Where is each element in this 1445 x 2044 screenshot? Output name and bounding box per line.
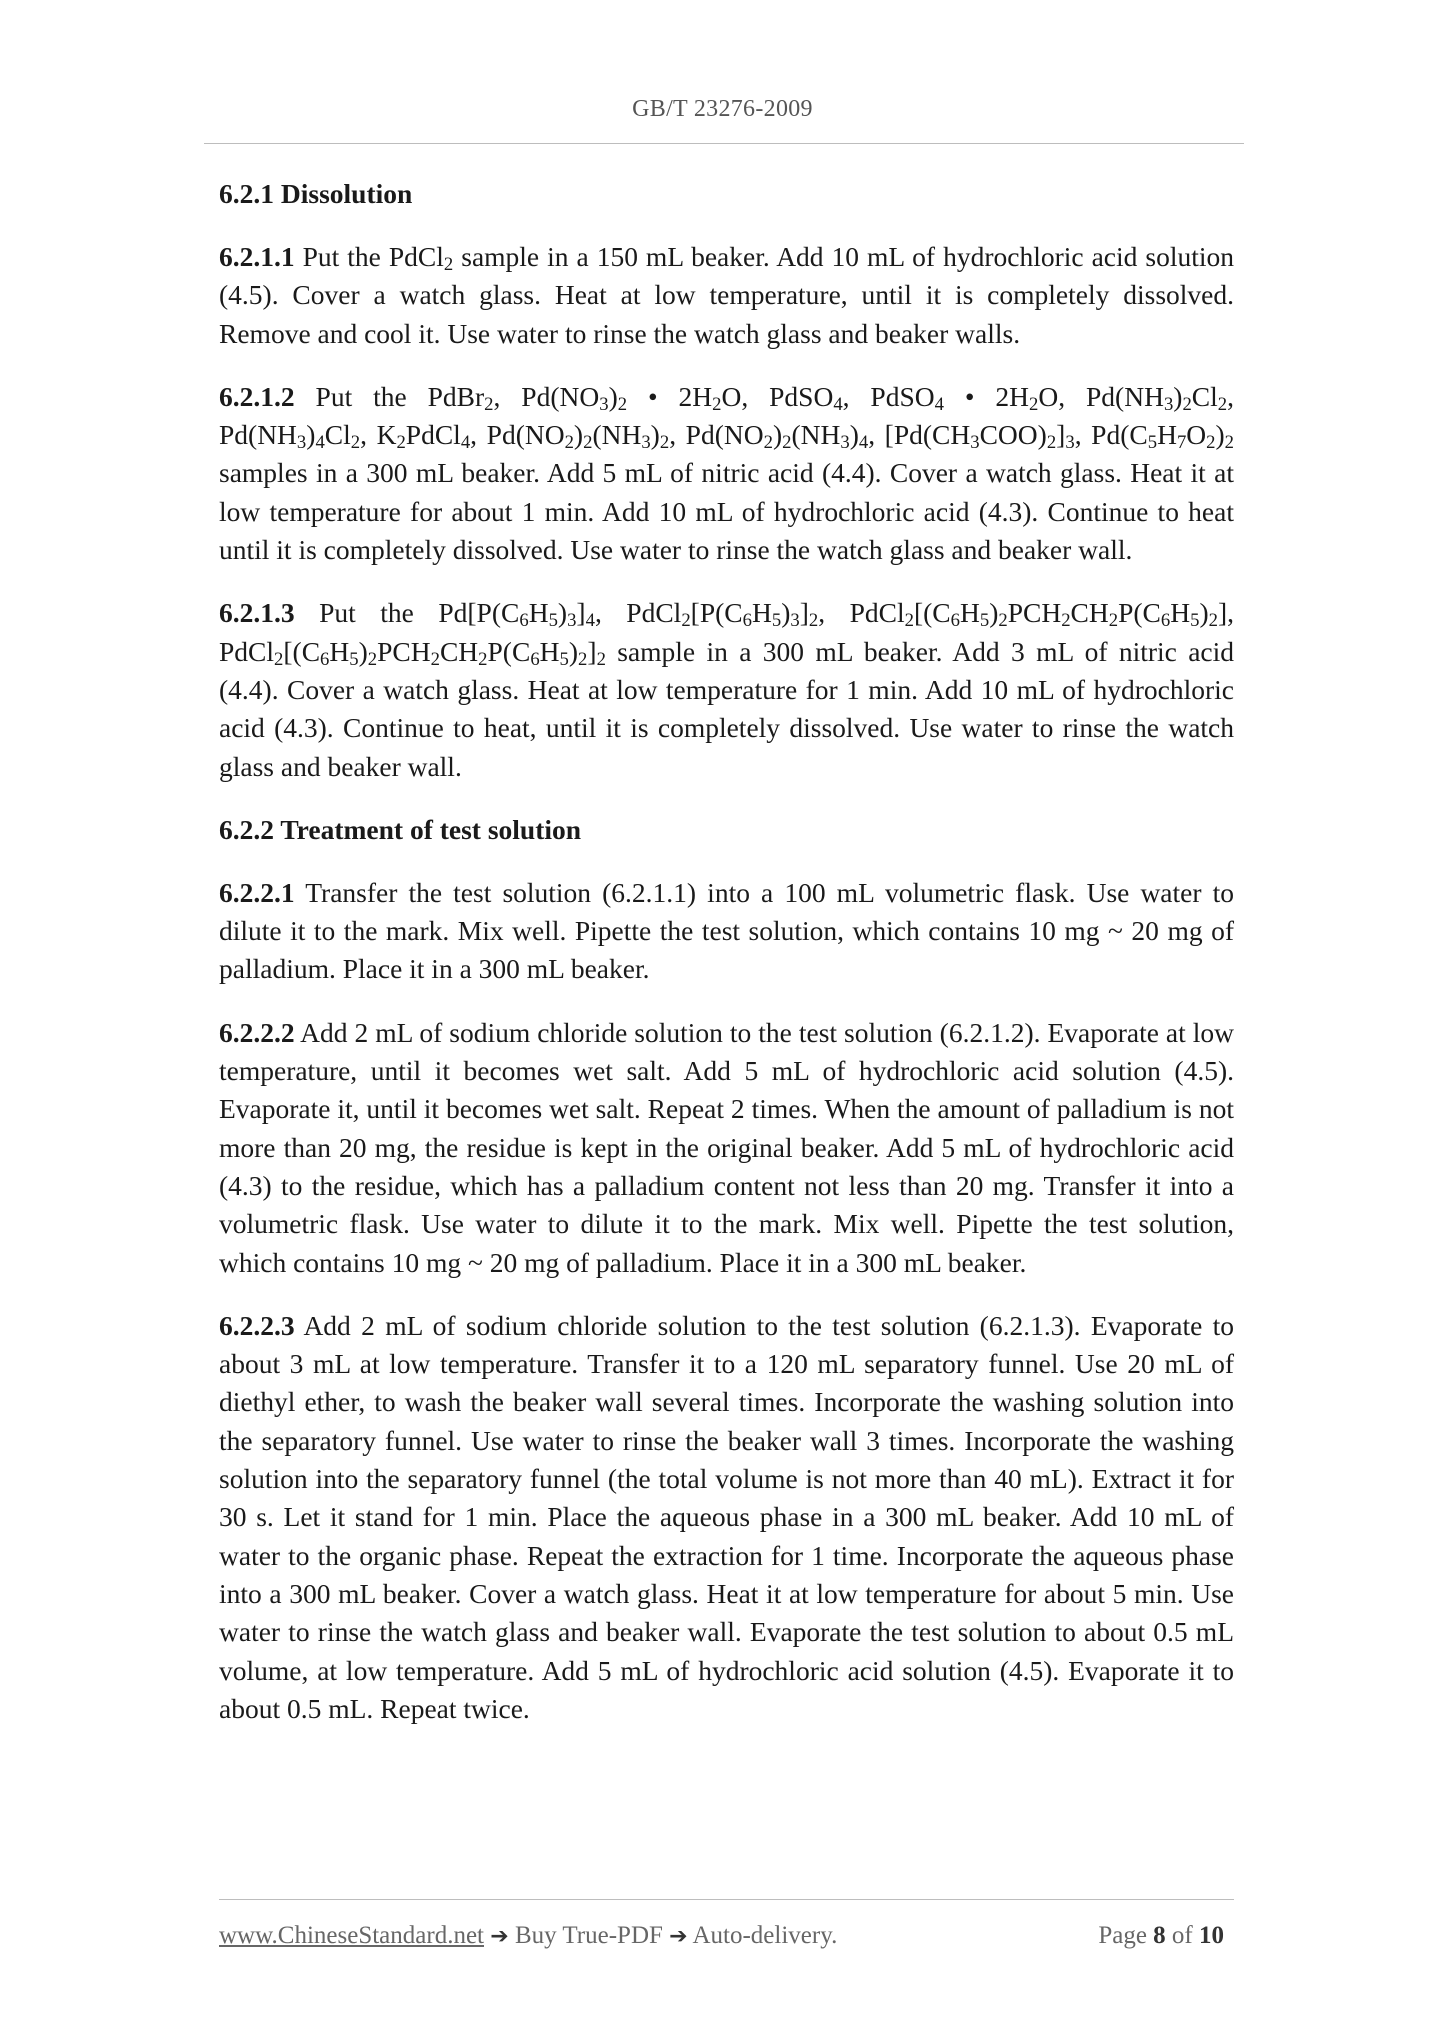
buy-text: Buy True-PDF <box>514 1922 663 1949</box>
clause-number: 6.2.2.1 <box>219 876 295 908</box>
page-total: 10 <box>1199 1922 1224 1949</box>
arrow-right-icon: ➔ <box>490 1924 509 1949</box>
page-label: Page <box>1098 1922 1147 1949</box>
section-heading-6-2-2: 6.2.2 Treatment of test solution <box>219 813 582 845</box>
page-indicator <box>1098 1922 1224 1950</box>
clause-number: 6.2.1.1 <box>219 241 295 272</box>
paragraph-6-2-2-1 <box>219 874 1234 989</box>
header-divider <box>204 143 1244 144</box>
site-link[interactable]: www.ChineseStandard.net <box>219 1922 484 1949</box>
section-heading-6-2-1: 6.2.1 Dissolution <box>219 178 413 209</box>
paragraph-text: Add 2 mL of sodium chloride solution to the test solution (6.2.1.2). Evaporate at low temperature, until it becomes wet salt. Add 5 mL of hydrochloric acid solution (4.5). Evaporate it, until it becomes wet salt. Repeat 2 times. When the amount of palladium is not more than 20 mg, the residue is kept in the original beaker. Add 5 mL of hydrochloric acid (4.3) to the residue, which has a palladium content not less than 20 mg. Transfer it into a volumetric flask. Use water to dilute it to the mark. Mix well. Pipette the test solution, which contains 10 mg ~ 20 mg of palladium. Place it in a 300 mL beaker. <box>219 1016 1234 1278</box>
paragraph-6-2-1-2: 6.2.1.2 Put the PdBr$_2$, $Pd(NO_3)_2$ • $2H_2O$, PdSO$_4$, PdSO$_4$ • $2H_2O$, $Pd(NH_3)_2Cl_2$, $Pd(NH_3)_4Cl_2$, $K_2PdCl_4$, $Pd(NO_2)_2(NH_3)_2$, $Pd(NO_2)_2(NH_3)_4$, $[Pd(CH_3COO)_2]_3$, $Pd(C_5H_7O_2)_2$ samples in a 300 mL beaker. Add 5 mL of nitric acid (4.4). Cover a watch glass. Heat it at low temperature for about 1 min. Add 10 mL of hydrochloric acid (4.3). Continue to heat until it is completely dissolved. Use water to rinse the watch glass and beaker wall. <box>219 380 1235 566</box>
paragraph-6-2-2-3 <box>219 1307 1234 1728</box>
paragraph-6-2-1-3: 6.2.1.3 Put the $Pd[P(C_6H_5)_3]_4$, $PdCl_2[P(C_6H_5)_3]_2$, $PdCl_2[(C_6H_5)_2PCH_2CH_2P(C_6H_5)_2]$, $PdCl_2[(C_6H_5)_2PCH_2CH_2P(C_6H_5)_2]_2$ sample in a 300 mL beaker. Add 3 mL of nitric acid (4.4). Cover a watch glass. Heat at low temperature for 1 min. Add 10 mL of hydrochloric acid (4.3). Continue to heat, until it is completely dissolved. Use water to rinse the watch glass and beaker wall. <box>219 597 1235 782</box>
clause-number: 6.2.2.3 <box>219 1309 295 1341</box>
clause-number: 6.2.1.3 <box>219 597 295 629</box>
paragraph-text: Transfer the test solution (6.2.1.1) into a 100 mL volumetric flask. Use water to dilute it to the mark. Mix well. Pipette the test solution, which contains 10 mg ~ 20 mg of palladium. Place it in a 300 mL beaker. <box>219 876 1234 985</box>
page-current: 8 <box>1153 1922 1166 1949</box>
clause-number: 6.2.1.2 <box>219 380 295 412</box>
arrow-right-icon: ➔ <box>669 1924 688 1949</box>
of-label: of <box>1171 1922 1193 1949</box>
paragraph-6-2-2-2 <box>219 1014 1234 1282</box>
footer-links <box>219 1922 837 1950</box>
page-header: GB/T 23276-2009 <box>632 96 813 122</box>
delivery-text: Auto-delivery. <box>692 1922 838 1949</box>
paragraph-6-2-1-1: 6.2.1.1 Put the PdCl$_2$ sample in a 150 mL beaker. Add 10 mL of hydrochloric acid solution (4.5). Cover a watch glass. Heat at low temperature, until it is completely dissolved. Remove and cool it. Use water to rinse the watch glass and beaker walls. <box>219 241 1234 349</box>
document-body <box>219 175 1234 1753</box>
footer-divider <box>219 1899 1234 1900</box>
clause-number: 6.2.2.2 <box>219 1016 295 1048</box>
paragraph-text: Add 2 mL of sodium chloride solution to the test solution (6.2.1.3). Evaporate to about 3 mL at low temperature. Transfer it to a 120 mL separatory funnel. Use 20 mL of diethyl ether, to wash the beaker wall several times. Incorporate the washing solution into the separatory funnel. Use water to rinse the beaker wall 3 times. Incorporate the washing solution into the separatory funnel (the total volume is not more than 40 mL). Extract it for 30 s. Let it stand for 1 min. Place the aqueous phase in a 300 mL beaker. Add 10 mL of water to the organic phase. Repeat the extraction for 1 time. Incorporate the aqueous phase into a 300 mL beaker. Cover a watch glass. Heat it at low temperature for about 5 min. Use water to rinse the watch glass and beaker wall. Evaporate the test solution to about 0.5 mL volume, at low temperature. Add 5 mL of hydrochloric acid solution (4.5). Evaporate it to about 0.5 mL. Repeat twice. <box>219 1309 1235 1724</box>
